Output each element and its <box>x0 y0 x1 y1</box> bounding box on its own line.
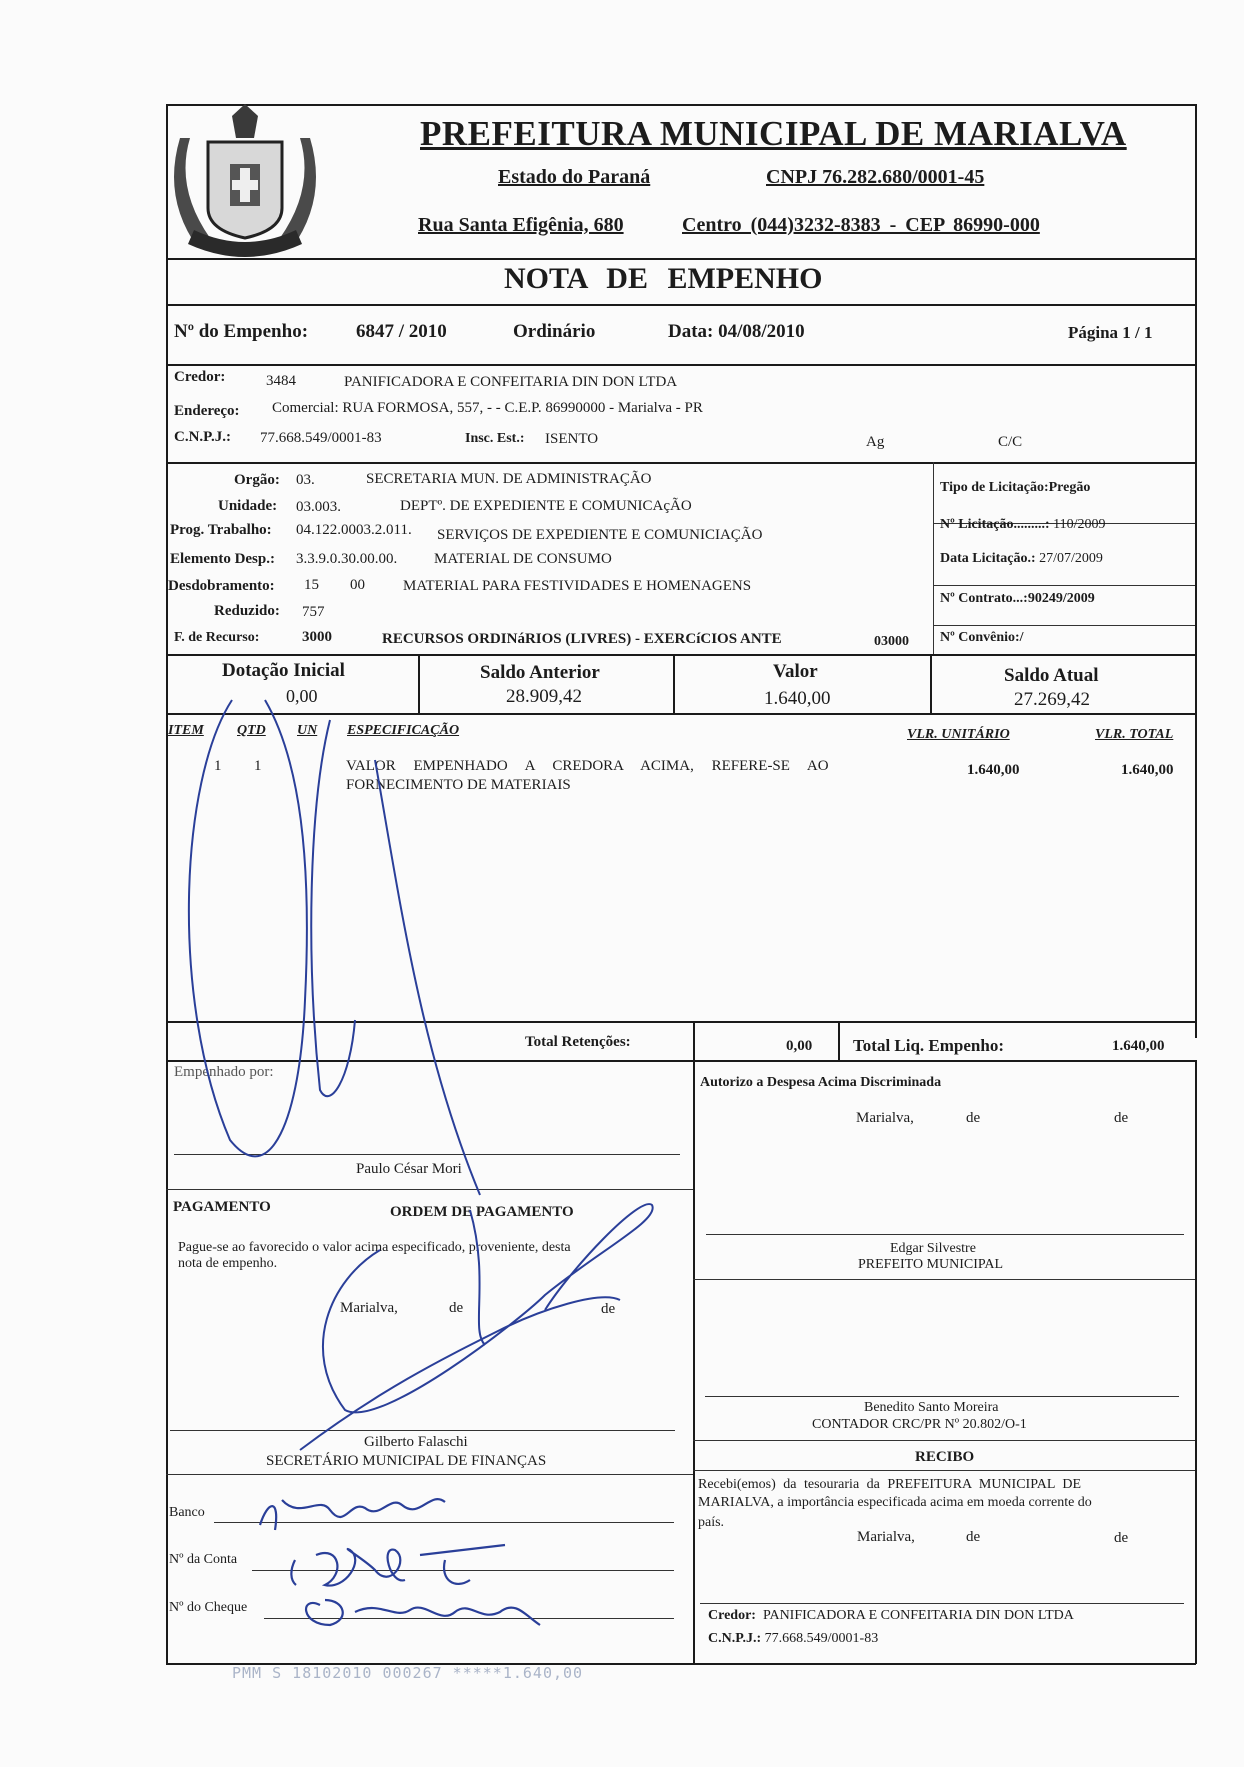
municipal-seal-icon <box>170 98 320 260</box>
row-description-line2: FORNECIMENTO DE MATERIAIS <box>346 777 571 793</box>
reduzido-value: 757 <box>302 604 325 620</box>
prog-code: 04.122.0003.2.011. <box>296 522 412 538</box>
empenho-number: 6847 / 2010 <box>356 321 447 342</box>
orgao-name: SECRETARIA MUN. DE ADMINISTRAÇÃO <box>366 471 652 487</box>
autorizo-city: Marialva, <box>856 1110 914 1126</box>
col-header-vlr-unitario: VLR. UNITÁRIO <box>907 727 1010 742</box>
pagamento-title: PAGAMENTO <box>173 1199 271 1215</box>
dotacao-value: 0,00 <box>286 686 318 706</box>
desdobramento-code: 15 <box>304 577 319 593</box>
col-header-item: ITEM <box>168 723 204 738</box>
conta-label: Nº da Conta <box>169 1552 238 1567</box>
pagamento-de2: de <box>601 1301 616 1317</box>
credor-cnpj: 77.668.549/0001-83 <box>260 430 382 446</box>
elemento-name: MATERIAL DE CONSUMO <box>434 551 612 567</box>
liquido-label: Total Liq. Empenho: <box>853 1036 1004 1055</box>
contador-name: Benedito Santo Moreira <box>864 1400 999 1415</box>
prefeito-role: PREFEITO MUNICIPAL <box>858 1257 1004 1272</box>
licitacao-type: Tipo de Licitação:Pregão <box>940 480 1091 495</box>
retencoes-value: 0,00 <box>786 1038 813 1054</box>
saldo-atual-label: Saldo Atual <box>1004 665 1099 686</box>
recibo-de2: de <box>1114 1530 1129 1546</box>
unidade-name: DEPTº. DE EXPEDIENTE E COMUNICAçÃO <box>400 498 692 514</box>
street-address: Rua Santa Efigênia, 680 <box>418 214 624 236</box>
col-header-qtd: QTD <box>237 723 266 738</box>
pagamento-text-line1: Pague-se ao favorecido o valor acima especificado, proveniente, desta <box>178 1240 571 1255</box>
empenhado-label: Empenhado por: <box>174 1064 274 1080</box>
address-label: Endereço: <box>174 403 240 419</box>
page-number: Página 1 / 1 <box>1068 323 1153 342</box>
reduzido-label: Reduzido: <box>214 603 280 619</box>
unidade-label: Unidade: <box>218 498 278 514</box>
elemento-code: 3.3.9.0.30.00.00. <box>296 551 398 567</box>
credor-address: Comercial: RUA FORMOSA, 557, - - C.E.P. 86990000 - Marialva - PR <box>272 400 703 416</box>
col-header-vlr-total: VLR. TOTAL <box>1095 727 1174 742</box>
document-title: NOTA DE EMPENHO <box>504 262 823 295</box>
pagamento-city: Marialva, <box>340 1300 398 1316</box>
valor-label: Valor <box>773 661 818 682</box>
empenho-number-label: Nº do Empenho: <box>174 321 309 342</box>
recibo-de1: de <box>966 1529 981 1545</box>
valor-value: 1.640,00 <box>764 688 831 709</box>
autorizo-label: Autorizo a Despesa Acima Discriminada <box>700 1075 942 1090</box>
secretario-role: SECRETÁRIO MUNICIPAL DE FINANÇAS <box>266 1453 547 1469</box>
empenhado-name: Paulo César Mori <box>356 1161 462 1177</box>
empenho-date: Data: 04/08/2010 <box>668 321 805 342</box>
autorizo-de1: de <box>966 1110 981 1126</box>
recibo-city: Marialva, <box>857 1529 915 1545</box>
contrato-number: Nº Contrato...:90249/2009 <box>940 591 1095 606</box>
secretario-name: Gilberto Falaschi <box>364 1434 468 1450</box>
municipal-cnpj: CNPJ 76.282.680/0001-45 <box>766 166 985 188</box>
recibo-cnpj: C.N.P.J.: 77.668.549/0001-83 <box>708 1631 879 1646</box>
contador-role: CONTADOR CRC/PR Nº 20.802/O-1 <box>812 1417 1027 1432</box>
liquido-value: 1.640,00 <box>1112 1038 1165 1054</box>
unidade-code: 03.003. <box>296 499 341 515</box>
recurso-name: RECURSOS ORDINáRIOS (LIVRES) - EXERCíCIOS ANTE <box>382 631 782 647</box>
pagamento-text-line2: nota de empenho. <box>178 1256 278 1271</box>
col-header-especificacao: ESPECIFICAÇÃO <box>347 723 460 738</box>
orgao-label: Orgão: <box>234 472 280 488</box>
prog-label: Prog. Trabalho: <box>170 522 272 538</box>
convenio-number: Nº Convênio:/ <box>940 630 1024 645</box>
contact-info: Centro (044)3232-8383 - CEP 86990-000 <box>682 214 1040 236</box>
insc-label: Insc. Est.: <box>465 431 525 446</box>
row-item: 1 <box>214 758 222 774</box>
recibo-text-line1: Recebi(emos) da tesouraria da PREFEITURA MUNICIPAL DE <box>698 1477 1082 1492</box>
recurso-code2: 03000 <box>874 634 909 649</box>
licitacao-number: Nº Licitação.........: 110/2009 <box>940 517 1106 532</box>
desdobramento-label: Desdobramento: <box>168 578 275 594</box>
ag-label: Ag <box>866 434 885 450</box>
licitacao-date: Data Licitação.: 27/07/2009 <box>940 551 1103 566</box>
credor-label: Credor: <box>174 369 226 385</box>
saldo-anterior-value: 28.909,42 <box>506 686 582 707</box>
credor-code: 3484 <box>266 373 296 389</box>
payment-stamp: PMM S 18102010 000267 *****1.640,00 <box>232 1664 584 1682</box>
saldo-anterior-label: Saldo Anterior <box>480 662 600 683</box>
state-label: Estado do Paraná <box>498 166 651 188</box>
recurso-label: F. de Recurso: <box>174 630 260 645</box>
retencoes-label: Total Retenções: <box>525 1034 631 1050</box>
orgao-code: 03. <box>296 472 315 488</box>
recibo-credor: Credor: PANIFICADORA E CONFEITARIA DIN DON LTDA <box>708 1608 1074 1623</box>
recibo-title: RECIBO <box>915 1449 975 1465</box>
row-total-value: 1.640,00 <box>1121 762 1174 778</box>
ordem-pagamento-title: ORDEM DE PAGAMENTO <box>390 1204 574 1220</box>
prog-name: SERVIÇOS DE EXPEDIENTE E COMUNICIAÇÃO <box>437 527 763 543</box>
banco-label: Banco <box>169 1505 205 1520</box>
recibo-text-line3: país. <box>698 1515 725 1530</box>
recurso-code: 3000 <box>302 629 332 645</box>
cnpj-label: C.N.P.J.: <box>174 429 231 445</box>
elemento-label: Elemento Desp.: <box>170 551 275 567</box>
saldo-atual-value: 27.269,42 <box>1014 689 1090 710</box>
dotacao-label: Dotação Inicial <box>222 660 345 681</box>
row-description-line1: VALOR EMPENHADO A CREDORA ACIMA, REFERE-SE AO <box>346 758 829 774</box>
desdobramento-subcode: 00 <box>350 577 365 593</box>
recibo-text-line2: MARIALVA, a importância especificada acima em moeda corrente do <box>698 1495 1092 1510</box>
row-qtd: 1 <box>254 758 262 774</box>
cheque-label: Nº do Cheque <box>169 1600 248 1615</box>
credor-name: PANIFICADORA E CONFEITARIA DIN DON LTDA <box>344 374 678 390</box>
insc-value: ISENTO <box>545 431 599 447</box>
prefeito-name: Edgar Silvestre <box>890 1241 976 1256</box>
row-unit-value: 1.640,00 <box>967 762 1020 778</box>
page-title: PREFEITURA MUNICIPAL DE MARIALVA <box>420 114 1127 153</box>
cc-label: C/C <box>998 434 1023 450</box>
pagamento-de1: de <box>449 1300 464 1316</box>
autorizo-de2: de <box>1114 1110 1129 1126</box>
desdobramento-name: MATERIAL PARA FESTIVIDADES E HOMENAGENS <box>403 578 752 594</box>
empenho-type: Ordinário <box>513 321 596 342</box>
col-header-un: UN <box>297 723 318 738</box>
